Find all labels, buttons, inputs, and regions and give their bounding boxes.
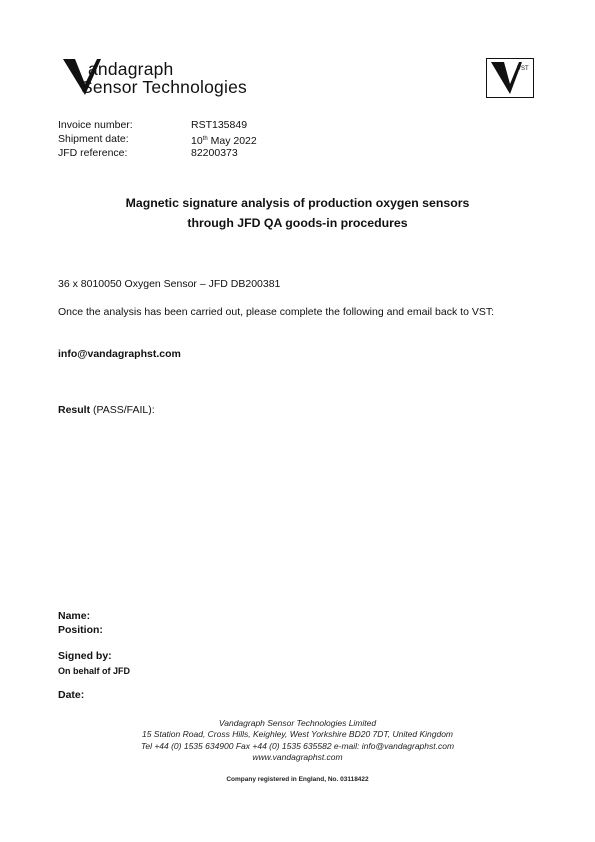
signed-by-label: Signed by: bbox=[58, 650, 112, 662]
item-line: 36 x 8010050 Oxygen Sensor – JFD DB200381 bbox=[58, 278, 281, 290]
date-label: Date: bbox=[58, 689, 85, 701]
footer-company: Vandagraph Sensor Technologies Limited bbox=[218, 718, 377, 728]
emblem-text: VST bbox=[517, 66, 529, 72]
title-line1: Magnetic signature analysis of production oxygen sensors bbox=[125, 196, 470, 210]
document-title bbox=[40, 193, 555, 233]
result-label: Result bbox=[58, 404, 91, 416]
instruction-text: Once the analysis has been carried out, please complete the following and email back to VST: bbox=[58, 306, 495, 318]
shipment-date-day: 10 bbox=[191, 135, 203, 147]
shipment-date-label: Shipment date: bbox=[58, 133, 129, 145]
result-options: (PASS/FAIL): bbox=[90, 404, 155, 416]
footer bbox=[40, 718, 555, 763]
title-line2: through JFD QA goods-in procedures bbox=[187, 216, 408, 230]
logo-text-line2: Sensor Technologies bbox=[81, 77, 247, 97]
on-behalf-label: On behalf of JFD bbox=[58, 666, 130, 676]
contact-email[interactable]: info@vandagraphst.com bbox=[58, 348, 181, 360]
name-label: Name: bbox=[58, 610, 91, 622]
footer-address: 15 Station Road, Cross Hills, Keighley, West Yorkshire BD20 7DT, United Kingdom bbox=[141, 729, 454, 740]
shipment-date-suffix: th bbox=[202, 136, 208, 142]
logo-text-line1: andagraph bbox=[88, 59, 174, 79]
invoice-number-label: Invoice number: bbox=[58, 119, 133, 131]
footer-registration: Company registered in England, No. 03118422 bbox=[226, 776, 369, 783]
shipment-date-rest: May 2022 bbox=[207, 135, 257, 147]
shipment-date-value bbox=[191, 133, 257, 148]
vst-emblem-icon bbox=[486, 58, 534, 98]
footer-website[interactable]: www.vandagraphst.com bbox=[252, 751, 343, 762]
jfd-reference-value: 82200373 bbox=[191, 147, 238, 159]
jfd-reference-label: JFD reference: bbox=[58, 147, 128, 159]
footer-contact: Tel +44 (0) 1535 634900 Fax +44 (0) 1535 635582 e-mail: info@vandagraphst.com bbox=[140, 740, 455, 751]
invoice-number-value: RST135849 bbox=[191, 119, 248, 131]
result-line bbox=[58, 404, 538, 417]
position-label: Position: bbox=[58, 624, 103, 636]
